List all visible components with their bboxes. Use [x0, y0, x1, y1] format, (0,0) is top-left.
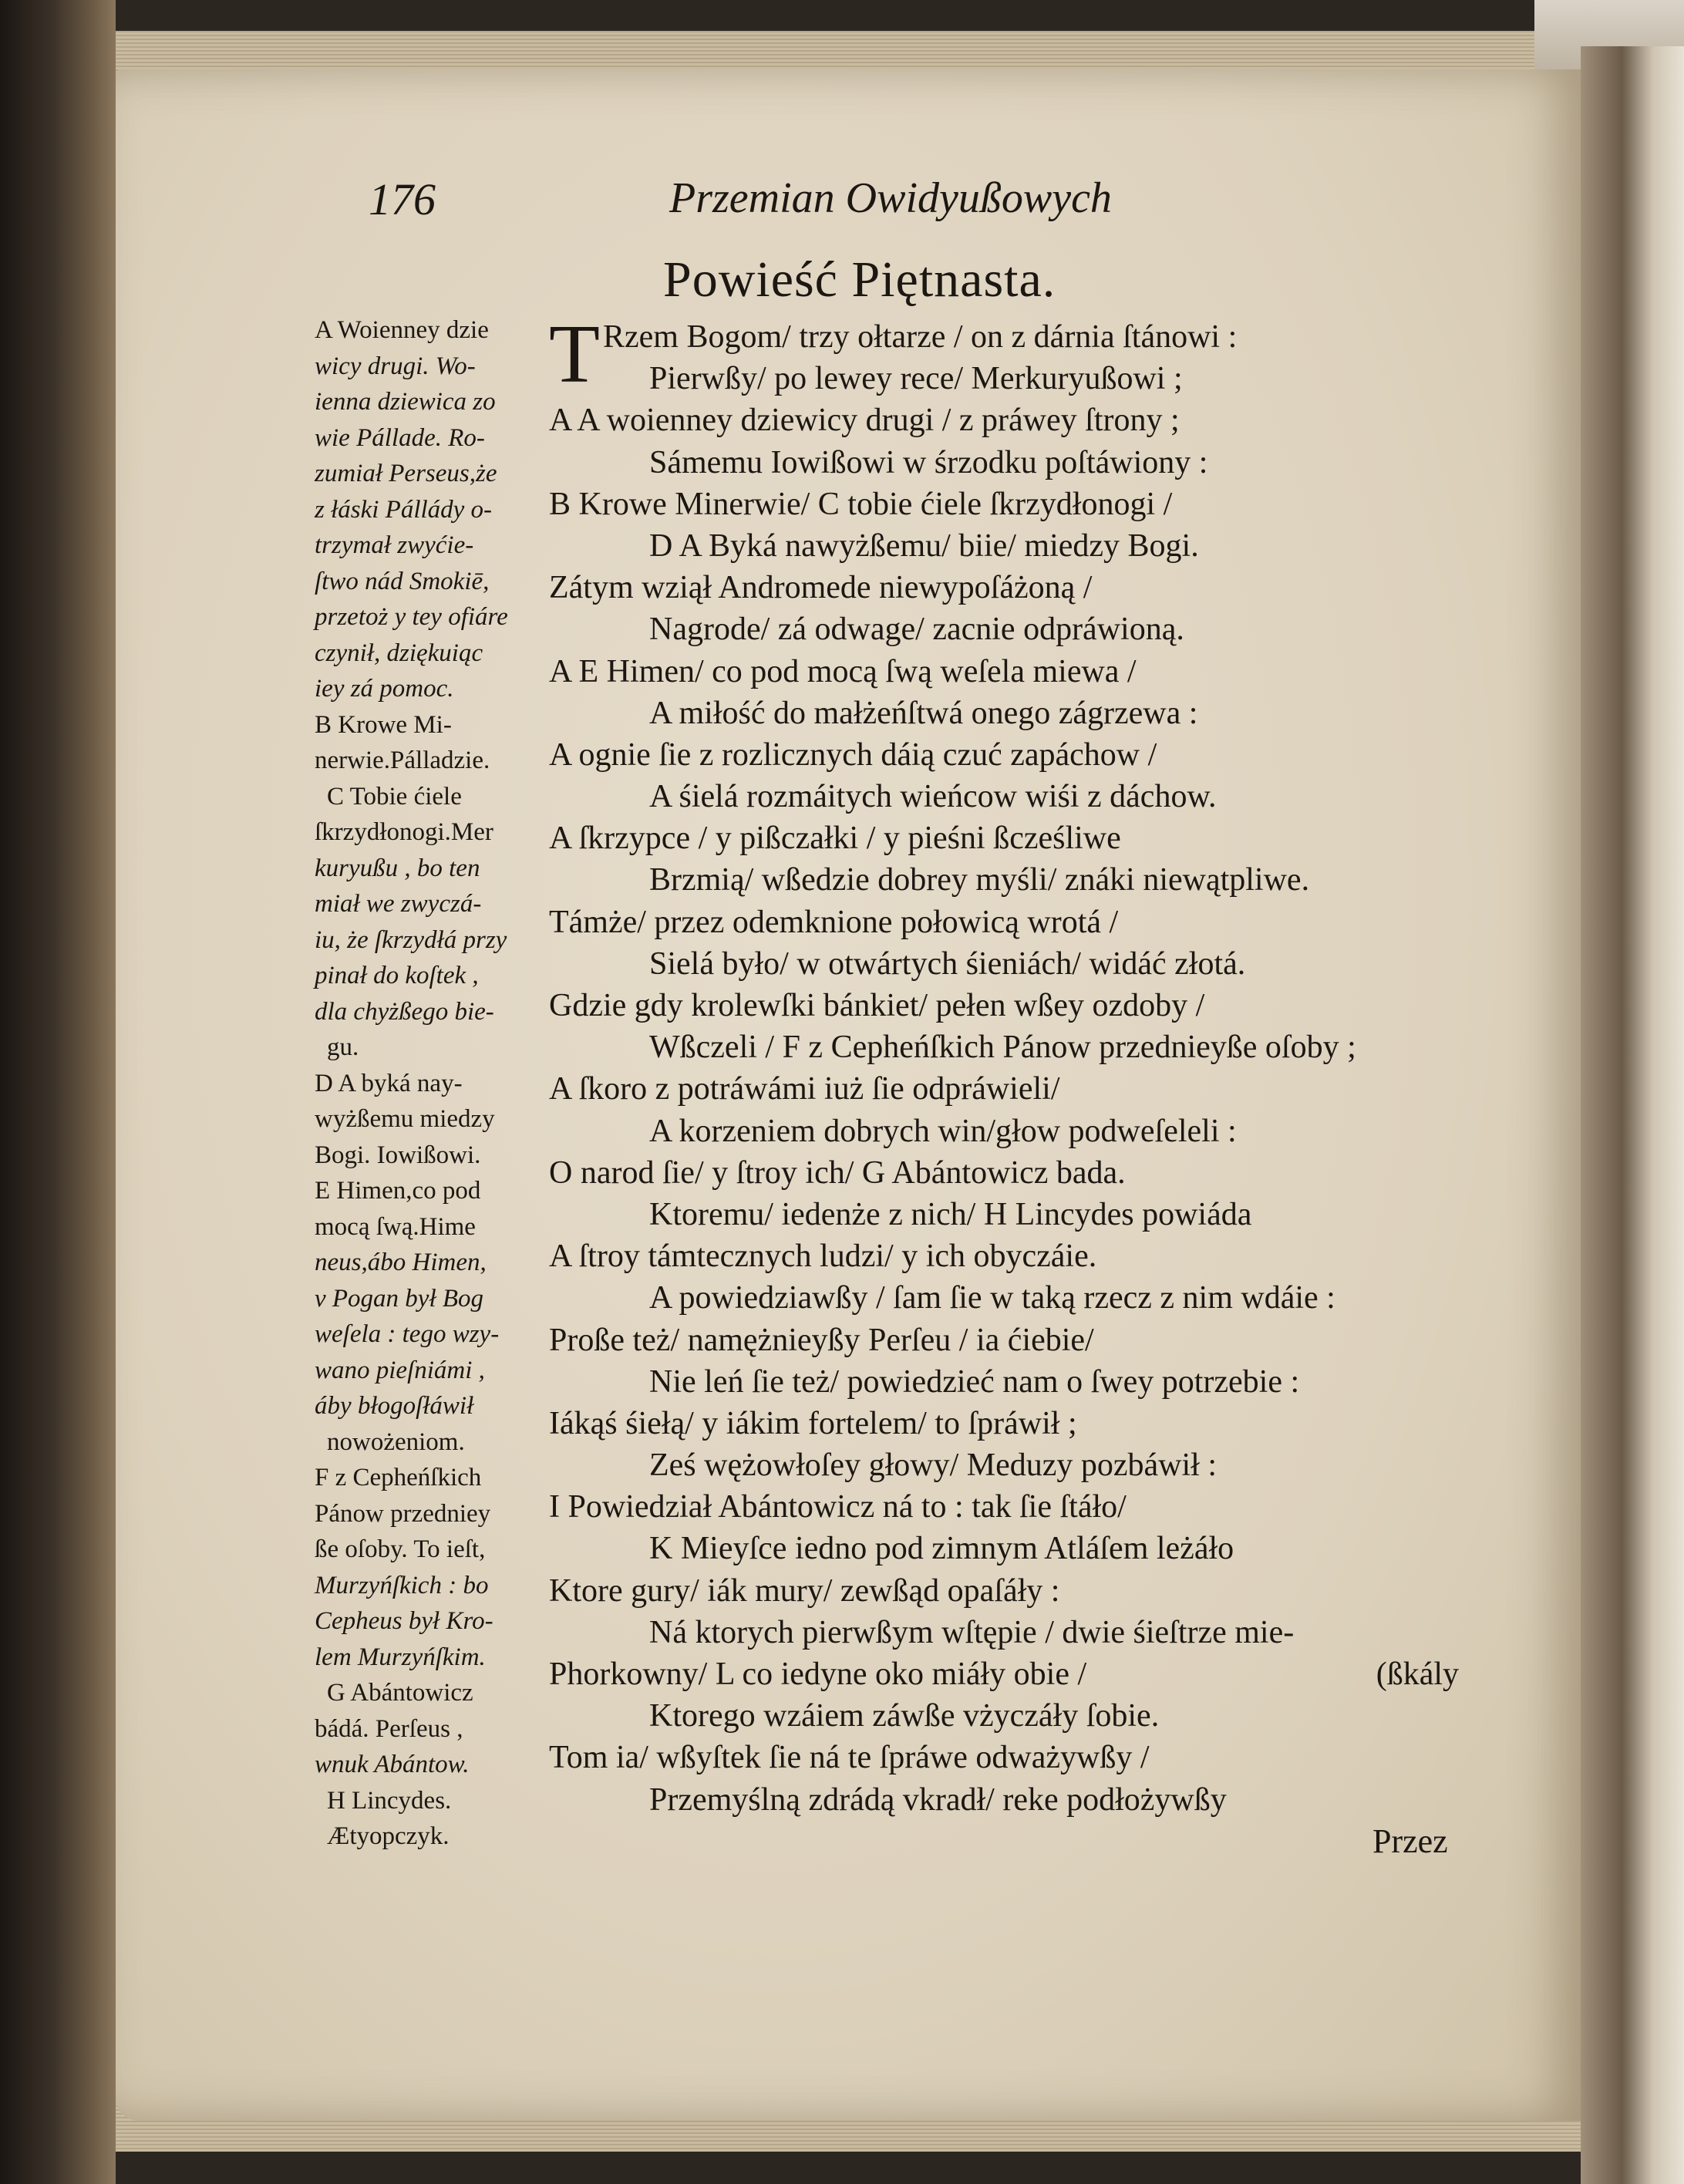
catchword: Przez	[1372, 1822, 1448, 1860]
margin-note-line: mocą ſwą.Hime	[315, 1212, 476, 1241]
verse-text: Sámemu Iowißowi w śrzodku poſtáwiony :	[649, 444, 1208, 480]
turnover-fragment: (ßkály	[1376, 1657, 1459, 1692]
verse-line	[549, 859, 1575, 901]
margin-note-line: Bogi. Iowißowi.	[315, 1141, 481, 1169]
margin-note-line: wano pieſniámi ,	[315, 1356, 485, 1384]
verse-text: Wßczeli / F z Cepheńſkich Pánow przednieyße oſoby ;	[649, 1030, 1356, 1066]
margin-note-line: áby błogoſłáwił	[315, 1392, 474, 1420]
margin-note-line: neus,ábo Himen,	[315, 1249, 487, 1276]
margin-note-line: ße oſoby. To ieſt,	[315, 1535, 486, 1563]
verse-text: A ſtroy támtecznych ludzi/ y ich obyczáie.	[549, 1239, 1097, 1275]
verse-text: Ktoremu/ iedenże z nich/ H Lincydes powiáda	[649, 1196, 1252, 1232]
verse-line	[549, 484, 1575, 525]
verse-text: B Krowe Minerwie/ C tobie ćiele ſkrzydłonogi /	[549, 486, 1173, 522]
margin-note-line: Pánow przedniey	[315, 1499, 491, 1528]
verse-line	[549, 1277, 1575, 1319]
margin-note-line: nowożeniom.	[327, 1427, 465, 1456]
verse-text: O narod ſie/ y ſtroy ich/ G Abántowicz bada.	[549, 1154, 1126, 1191]
margin-note-line: lem Murzyńſkim.	[315, 1643, 486, 1671]
verse-text: Nie leń ſie też/ powiedzieć nam o ſwey potrzebie :	[649, 1363, 1300, 1400]
margin-note-line: nerwie.Pálladzie.	[315, 747, 490, 774]
verse-text: Nagrode/ zá odwage/ zacnie odpráwioną.	[649, 612, 1184, 648]
verse-line	[549, 776, 1575, 817]
margin-note-line: wie Pállade. Ro-	[315, 423, 485, 452]
verse-line	[549, 734, 1575, 776]
verse-text: Ná ktorych pierwßym wſtępie / dwie śieſtrze mie-	[649, 1614, 1295, 1650]
margin-note-line: ienna dziewica zo	[315, 388, 496, 416]
verse-text: Brzmią/ wßedzie dobrey myśli/ znáki niewątpliwe.	[649, 862, 1310, 898]
verse-line	[549, 1026, 1575, 1068]
margin-note-line: ſkrzydłonogi.Mer	[315, 818, 493, 846]
margin-note-line: iu, że ſkrzydłá przy	[315, 925, 507, 954]
verse-line	[549, 1570, 1575, 1612]
verse-line	[549, 1444, 1575, 1486]
verse-line	[549, 1653, 1575, 1695]
margin-note-line: ſtwo nád Smokiē,	[315, 567, 490, 595]
verse-text: Tom ia/ wßyſtek ſie ná te ſpráwe odważywßy /	[549, 1740, 1150, 1776]
verse-text: Ktore gury/ iák mury/ zewßąd opaſáły :	[549, 1572, 1060, 1609]
margin-note-line: D A byká nay-	[315, 1069, 463, 1097]
verse-line	[549, 1235, 1575, 1277]
verse-line	[549, 1612, 1575, 1653]
verse-text: K Mieyſce iedno pod zimnym Atláſem leżáło	[649, 1531, 1234, 1567]
verse-text: A E Himen/ co pod mocą ſwą weſela miewa /	[549, 653, 1137, 689]
verse-text: Iákąś śiełą/ y iákim fortelem/ to ſpráwił ;	[549, 1405, 1077, 1441]
verse-text: Pierwßy/ po lewey rece/ Merkuryußowi ;	[649, 361, 1183, 397]
margin-note-line: iey zá pomoc.	[315, 675, 454, 703]
verse-line	[549, 943, 1575, 985]
margin-note-line: Ætyopczyk.	[327, 1822, 450, 1850]
margin-note-line: C Tobie ćiele	[327, 782, 462, 811]
margin-note-line: v Pogan był Bog	[315, 1284, 484, 1313]
margin-note-line: przetoż y tey ofiáre	[315, 603, 508, 631]
margin-note-line: B Krowe Mi-	[315, 710, 452, 739]
chapter-title: Powieść Piętnasta.	[663, 251, 1056, 308]
margin-note-line: czynił, dziękuiąc	[315, 639, 483, 667]
verse-line	[549, 1695, 1575, 1737]
verse-text: A ognie ſie z rozlicznych dáią czuć zapáchow /	[549, 736, 1157, 773]
verse-text: A ſkoro z potráwámi iuż ſie odpráwieli/	[549, 1071, 1060, 1107]
margin-note-line: wyżßemu miedzy	[315, 1105, 495, 1133]
verse-line	[549, 1152, 1575, 1194]
margin-note-line: wnuk Abántow.	[315, 1751, 470, 1778]
verse-text: Proße też/ namężnieyßy Perſeu / ia ćiebie/	[549, 1322, 1094, 1358]
margin-note-line: G Abántowicz	[327, 1679, 473, 1707]
verse-line	[549, 1737, 1575, 1778]
margin-note-line: trzymał zwyćie-	[315, 531, 474, 559]
verse-text: Rzem Bogom/ trzy ołtarze / on z dárnia ſtánowi :	[603, 319, 1238, 355]
verse-line	[549, 1528, 1575, 1569]
verse-text: D A Byká nawyżßemu/ biie/ miedzy Bogi.	[649, 527, 1199, 564]
verse-line	[549, 1320, 1575, 1361]
margin-note-line: wicy drugi. Wo-	[315, 352, 476, 380]
book-gutter	[1581, 46, 1684, 2184]
drop-cap: T	[549, 308, 600, 400]
verse-line	[549, 902, 1575, 943]
verse-text: Gdzie gdy krolewſki bánkiet/ pełen wßey ozdoby /	[549, 988, 1205, 1023]
verse-text: A miłość do małżeńſtwá onego zágrzewa :	[649, 695, 1198, 731]
verse-line	[549, 1068, 1575, 1110]
verse-line	[549, 442, 1575, 484]
margin-note-line: gu.	[327, 1033, 359, 1061]
verse-text: A ſkrzypce / y pißczałki / y pieśni ßcześliwe	[549, 821, 1121, 857]
verse-line	[549, 1403, 1575, 1444]
margin-note-line: zumiał Perseus,że	[315, 460, 497, 487]
verse-line	[549, 1194, 1575, 1235]
margin-note-line: miał we zwyczá-	[315, 890, 482, 918]
verse-line	[549, 817, 1575, 859]
verse-line	[549, 1361, 1575, 1403]
margin-note-line: H Lincydes.	[327, 1786, 452, 1815]
verse-line	[549, 1111, 1575, 1152]
margin-note-line: E Himen,co pod	[315, 1177, 481, 1205]
verse-line	[549, 399, 1575, 441]
page-number: 176	[369, 174, 436, 224]
verse-text: Zátym wziął Andromede niewypoſáżoną /	[549, 570, 1093, 606]
margin-note-line: pinał do koſtek ,	[315, 962, 479, 989]
margin-note-line: bádá. Perſeus ,	[315, 1714, 463, 1743]
verse-text: A korzeniem dobrych win/głow podweſeleli :	[649, 1113, 1237, 1149]
verse-line	[549, 651, 1575, 693]
margin-note-line: Murzyńſkich : bo	[315, 1571, 489, 1599]
verse-line	[549, 985, 1575, 1026]
margin-note-line: dla chyżßego bie-	[315, 997, 494, 1026]
verse-line	[549, 693, 1575, 734]
verse-text: A śielá rozmáitych wieńcow wiśi z dáchow.	[649, 779, 1217, 815]
verse-text: Támże/ przez odemknione połowicą wrotá /	[549, 904, 1119, 940]
margin-note-line: Cepheus był Kro-	[315, 1607, 493, 1635]
verse-line	[549, 1486, 1575, 1528]
margin-note-line: z łáski Pállády o-	[315, 495, 493, 524]
verse-line	[549, 1779, 1575, 1821]
verse-text: Przemyślną zdrádą vkradł/ reke podłożywßy	[649, 1781, 1227, 1818]
verse-text: Sielá było/ w otwártych śieniách/ widáć złotá.	[649, 945, 1246, 982]
verse-text: I Powiedział Abántowicz ná to : tak ſie ſtáło/	[549, 1489, 1127, 1525]
verse-text: Ześ wężowłoſey głowy/ Meduzy pozbáwił :	[649, 1448, 1217, 1484]
verse-line	[549, 608, 1575, 650]
verse-text: Phorkowny/ L co iedyne oko miáły obie /	[549, 1657, 1087, 1692]
running-title: Przemian Owidyußowych	[669, 174, 1112, 222]
running-head	[0, 174, 1684, 235]
margin-note-line: F z Cepheńſkich	[315, 1464, 482, 1491]
verse-text: A A woienney dziewicy drugi / z práwey ſtrony ;	[549, 403, 1180, 439]
verse-text: Ktorego wzáiem záwße vżyczáły ſobie.	[649, 1698, 1160, 1734]
verse-line	[549, 525, 1575, 567]
verse-line	[549, 567, 1575, 608]
margin-note-line: A Woienney dzie	[315, 316, 489, 344]
margin-notes	[315, 312, 546, 1855]
verse-line	[549, 358, 1575, 399]
margin-note-line: weſela : tego wzy-	[315, 1320, 500, 1348]
book-spine-edge	[0, 0, 116, 2184]
verse-text: A powiedziawßy / ſam ſie w taką rzecz z nim wdáie :	[649, 1280, 1335, 1316]
margin-note-line: kuryußu , bo ten	[315, 854, 480, 882]
verse-block	[549, 308, 1575, 1821]
